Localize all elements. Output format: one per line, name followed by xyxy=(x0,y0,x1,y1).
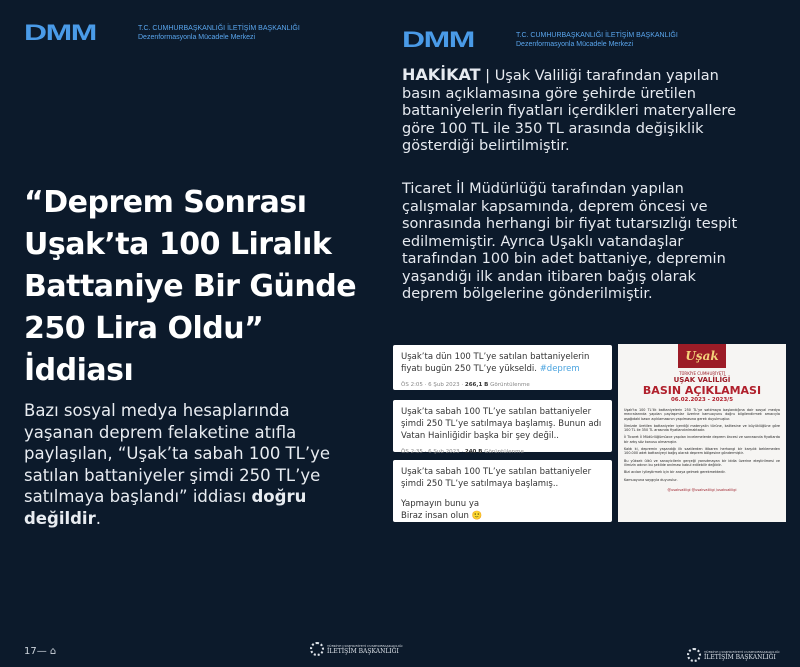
claim-description: Bazı sosyal medya hesaplarında yaşanan deprem felaketine atıfla paylaşılan, “Uşak’ta sabah 100 TL’ye satılan battaniyeler şimdi 250 TL’ye satılmaya başlandı” iddiası doğru değildir. xyxy=(24,401,330,528)
seal-icon xyxy=(687,648,701,662)
claim-title: “Deprem Sonrası Uşak’ta 100 Liralık Battaniye Bir Günde 250 Lira Oldu” İddiası xyxy=(24,185,357,388)
tweet-3: Uşak’ta sabah 100 TL’ye satılan battaniyeler şimdi 250 TL’ye satılmaya başlamış.. Yapmayın bunu ya Biraz insan olun 🙂 xyxy=(393,460,612,522)
tweet-1: Uşak’ta dün 100 TL’ye satılan battaniyelerin fiyatı bugün 250 TL’ye yükseldi. #deprem ÖS 2:05 · 6 Şub 2023 · 266,1 B Görüntülenme xyxy=(393,345,612,390)
fact-paragraph-1: HAKİKAT | Uşak Valiliği tarafından yapılan basın açıklamasına göre şehirde üretilen battaniyelerin fiyatları içerdikleri materyallere göre 100 TL ile 350 TL arasında değişiklik gösterdiği belirtilmiştir. xyxy=(402,65,736,154)
tweet-2: Uşak’ta sabah 100 TL’ye satılan battaniyeler şimdi 250 TL’ye satılmaya başlamış. Bunun adı Vatan Hainliğidir başka bir şey değil.. ÖS 2:35 · 6 Şub 2023 · 240 B Görüntülenme xyxy=(393,400,612,452)
dmm-logo-right: DMM T.C. CUMHURBAŞKANLIĞI İLETİŞİM BAŞKANLIĞI Dezenformasyonla Mücadele Merkezi xyxy=(402,27,678,52)
iletisim-logo: TÜRKİYE CUMHURİYETİ CUMHURBAŞKANLIĞI İLETİŞİM BAŞKANLIĞI xyxy=(310,642,403,656)
seal-icon xyxy=(310,642,324,656)
dmm-logo: DMM T.C. CUMHURBAŞKANLIĞI İLETİŞİM BAŞKANLIĞI Dezenformasyonla Mücadele Merkezi xyxy=(24,20,300,45)
home-icon[interactable]: ⌂ xyxy=(49,646,57,657)
fact-paragraph-2: Ticaret İl Müdürlüğü tarafından yapılan çalışmalar kapsamında, deprem öncesi ve sonrasında herhangi bir fiyat tutarsızlığı tespit edilmemiştir. Ayrıca Uşaklı vatandaşlar tarafından 100 bin adet battaniye, depremin yaşandığı ilk andan itibaren bağış olarak deprem bölgelerine gönderilmiştir. xyxy=(402,181,738,302)
page-number: 17— ⌂ xyxy=(24,646,57,657)
iletisim-logo-right: TÜRKİYE CUMHURİYETİ CUMHURBAŞKANLIĞI İLETİŞİM BAŞKANLIĞI xyxy=(687,648,780,662)
press-release-image: Uşak TÜRKİYE CUMHURİYETİ UŞAK VALİLİĞİ BASIN AÇIKLAMASI 06.02.2023 - 2023/5 Uşak’ta 100 TL’lik battaniyelerin 250 TL’ye satılmaya başlandığına dair sosyal medya mecralarında yapılan paylaşımlar üzerine kamuoyunu doğru bilgilendirmek amacıyla aşağıdaki basın açıklamasının yapılmasına gerek duyulmuştur. İlimizde üretilen battaniyeler içerdiği materyalin türüne, kalitesine ve büyüklüğüne göre 100 TL ile 350 TL arasında fiyatlandırılmaktadır. İl Ticaret İl Müdürlüğümüzce yapılan incelemelerde deprem öncesi ve sonrasında fiyatlarda bir artış söz konusu olmamıştır. Kaldı ki, depremin yaşandığı ilk saatlerden itibaren herhangi bir karşılık beklemeden 100.000 adet battaniyeyi bağış olarak deprem bölgesine göndermiştir. Bu yüksek ülkü ve sanayicilerin gerçeği yansıtmayan bir iddia üzerine eleştirilmesi ve ilimizin adının bu şekilde anılması kabul edilebilir değildir. Bizi acıları iyileştirmek için bir araya gelmek gerekmektedir. Kamuoyuna saygıyla duyurulur. @usakvaliligi @usakvaliligi /usakvaliligi xyxy=(618,344,786,522)
hashtag-link[interactable]: #deprem xyxy=(539,364,580,374)
